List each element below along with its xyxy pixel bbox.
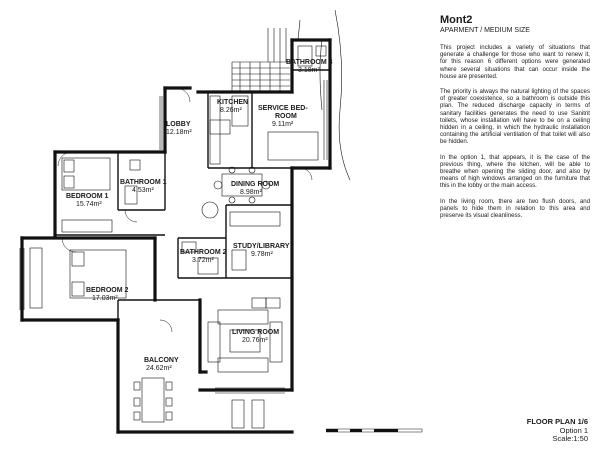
room-area-lobby: 12.18m² [166, 129, 192, 136]
room-label-bathroom-3: BATHROOM 3 [286, 59, 333, 66]
room-label-kitchen: KITCHEN [217, 99, 249, 106]
room-label-lobby: LOBBY [166, 121, 191, 128]
option-label: Option 1 [559, 425, 588, 435]
room-area-bedroom-2: 17.03m² [92, 295, 118, 302]
room-area-study-library: 9.78m² [251, 251, 273, 258]
room-label-bedroom-1: BEDROOM 1 [66, 193, 109, 200]
structural-walls [22, 40, 330, 432]
scale-bar [326, 427, 426, 441]
description-paragraph-4: In the living room, there are two flush doors, and panels to hide them in relation to this area and preserve its visual cleanliness. [440, 197, 590, 220]
room-area-bathroom-1: 4.53m² [132, 187, 154, 194]
scale-label: Scale:1:50 [552, 434, 588, 443]
description-paragraph-1: This project includes a variety of situations that generate a challenge for those who want to renew it, for this reason 6 different options were generated where several situations that can occur inside the house are presented. [440, 44, 590, 80]
floor-plan-label: FLOOR PLAN 1/6 [526, 417, 588, 426]
room-label-service-bedroom: SERVICE BED- [258, 105, 308, 112]
room-label-dining-room: DINING ROOM [231, 181, 280, 188]
project-subtitle: APARMENT / MEDIUM SIZE [440, 27, 530, 34]
room-area-living-room: 20.76m² [242, 337, 268, 344]
room-label-bathroom-2: BATHROOM 2 [180, 249, 227, 256]
room-label-bedroom-2: BEDROOM 2 [86, 287, 129, 294]
room-area-bedroom-1: 15.74m² [76, 201, 102, 208]
room-area-kitchen: 8.26m² [220, 107, 242, 114]
room-area-dining-room: 8.98m² [240, 189, 262, 196]
room-area-service-bedroom: 9.11m² [272, 121, 294, 128]
description-paragraph-3: In the option 1, that appears, it is the case of the previous thing, where the kitchen, will be able to breathe when opening the sliding door, and also by means of high windows arranged on the furniture that this in the lobby or the main access. [440, 153, 590, 190]
room-area-bathroom-2: 3.72m² [192, 257, 214, 264]
room-area-balcony: 24.62m² [146, 365, 172, 372]
room-label-study-library: STUDY/LIBRARY [233, 243, 290, 250]
room-label-service-bedroom-2: ROOM [275, 113, 297, 120]
plan-footer [527, 418, 588, 444]
exterior-stairs [232, 28, 290, 92]
room-area-bathroom-3: 3.18m² [298, 67, 320, 74]
room-label-bathroom-1: BATHROOM 1 [120, 179, 167, 186]
room-label-balcony: BALCONY [144, 357, 179, 364]
project-title: Mont2 [440, 14, 473, 26]
description-paragraph-2: The priority is always the natural lighting of the spaces of greater coexistence, so a bathroom is outside this plan. The reduced discharge capacity in terms of sanitary facilities generates the need to use Sanitrit toilets, whose installation will have to be on a ceiling hidden in a ceiling, in which the hydraulic installation containing the artificial ventilation of that toilet will also be hidden. [440, 88, 590, 146]
project-description-panel [440, 14, 590, 227]
room-label-living-room: LIVING ROOM [232, 329, 280, 336]
